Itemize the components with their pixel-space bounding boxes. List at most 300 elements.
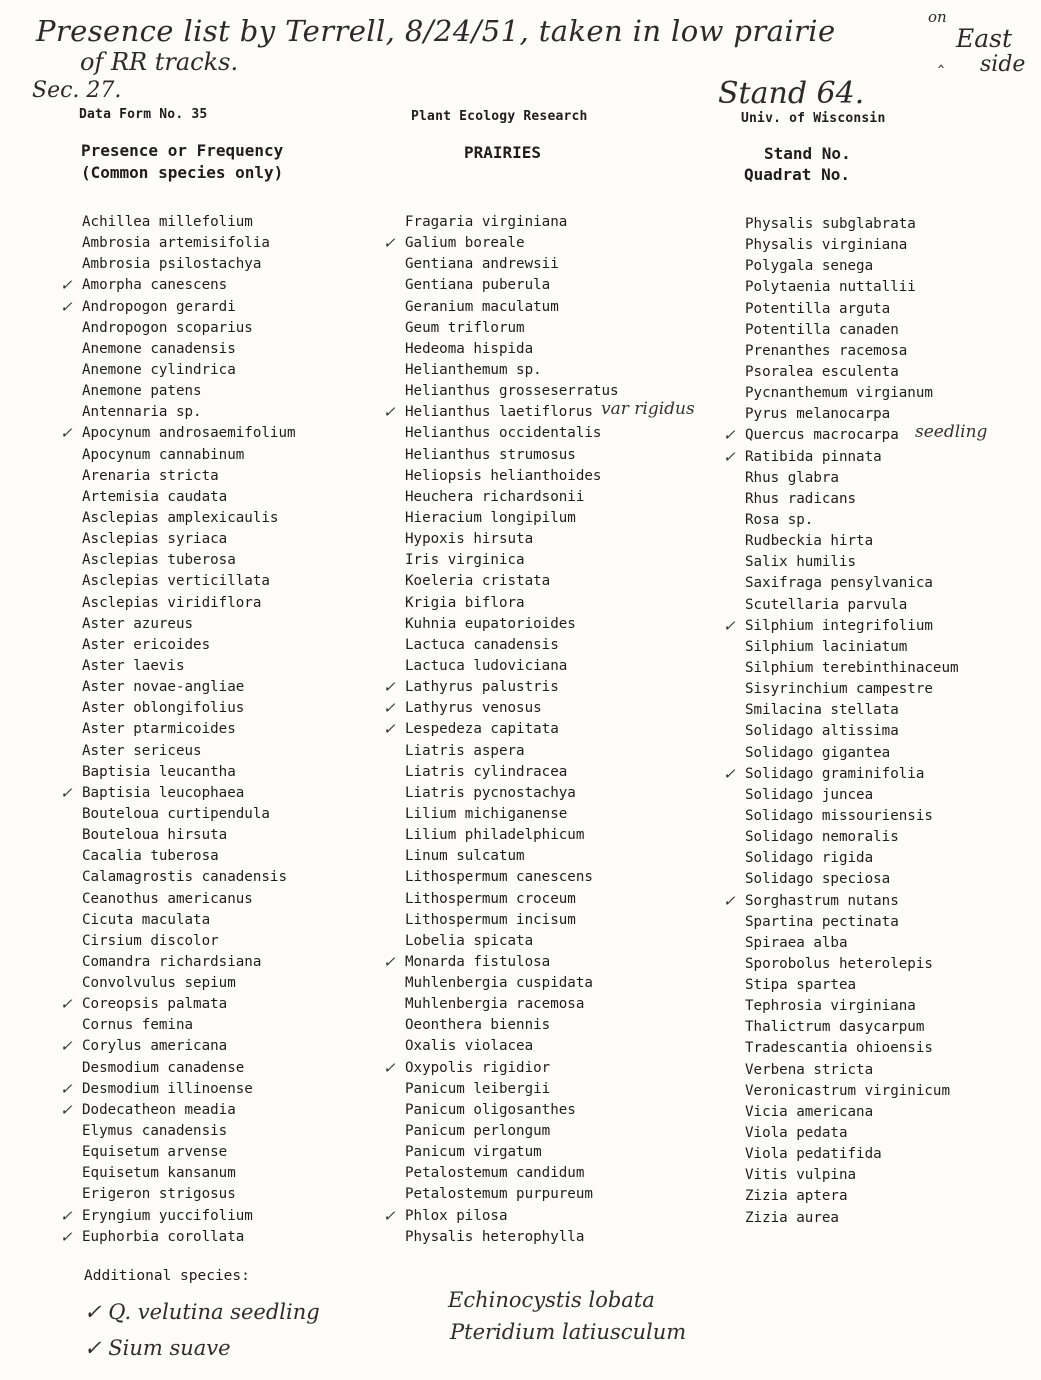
species-name: Eryngium yuccifolium <box>82 1207 253 1224</box>
species-name: Lobelia spicata <box>405 932 534 949</box>
species-name: Ambrosia psilostachya <box>82 256 262 273</box>
species-item <box>405 339 619 360</box>
species-item <box>745 468 959 489</box>
species-column-2 <box>383 212 695 1248</box>
species-item <box>745 848 959 869</box>
species-name: Silphium integrifolium <box>745 617 933 634</box>
species-name: Anemone canadensis <box>82 340 236 357</box>
species-item <box>82 656 296 677</box>
species-name: Lactuca canadensis <box>405 636 559 653</box>
species-item <box>82 698 296 719</box>
species-item <box>405 889 619 910</box>
species-item <box>745 637 959 658</box>
species-name: Solidago rigida <box>745 850 874 867</box>
species-item <box>745 954 959 975</box>
species-item <box>82 1142 296 1163</box>
check-mark-icon: ✓ <box>60 1037 73 1056</box>
handwritten-note: seedling <box>915 422 988 443</box>
species-name: Psoralea esculenta <box>745 363 899 380</box>
species-item <box>383 952 619 973</box>
species-item <box>723 422 988 446</box>
species-name: Baptisia leucophaea <box>82 784 245 801</box>
species-name: Galium boreale <box>405 235 525 252</box>
species-name: Sorghastrum nutans <box>745 892 899 909</box>
check-mark-icon: ✓ <box>723 891 736 910</box>
handwritten-note: var rigidus <box>601 399 695 420</box>
species-name: Aster ericoides <box>82 636 211 653</box>
species-name: Tephrosia virginiana <box>745 998 916 1015</box>
handwritten-section: Sec. 27. <box>32 78 122 103</box>
species-item <box>745 679 959 700</box>
species-name: Physalis heterophylla <box>405 1228 585 1245</box>
species-name: Vicia americana <box>745 1103 874 1120</box>
check-mark-icon: ✓ <box>60 424 73 443</box>
species-name: Aster sericeus <box>82 742 202 759</box>
species-name: Cacalia tuberosa <box>82 848 219 865</box>
species-name: Zizia aptera <box>745 1188 848 1205</box>
species-name: Liatris pycnostachya <box>405 784 576 801</box>
species-name: Aster ptarmicoides <box>82 721 236 738</box>
species-item <box>745 341 959 362</box>
species-item <box>60 994 296 1015</box>
check-mark-icon: ✓ <box>60 1206 73 1225</box>
species-item <box>82 529 296 550</box>
check-mark-icon: ✓ <box>60 297 73 316</box>
species-item <box>82 931 296 952</box>
check-mark-icon: ✓ <box>723 447 736 466</box>
handwritten-header-caret: ‸ <box>938 48 945 69</box>
species-name: Heliopsis helianthoides <box>405 467 602 484</box>
species-item <box>745 869 959 890</box>
species-item <box>745 785 959 806</box>
species-item <box>383 233 619 254</box>
species-name: Andropogon scoparius <box>82 319 253 336</box>
species-name: Desmodium illinoense <box>82 1080 253 1097</box>
additional-species-label: Additional species: <box>84 1268 250 1284</box>
species-item <box>745 1165 959 1186</box>
species-item <box>745 1038 959 1059</box>
species-item <box>745 299 959 320</box>
check-mark-icon: ✓ <box>383 699 396 718</box>
species-item <box>405 1227 619 1248</box>
species-name: Aster laevis <box>82 657 185 674</box>
species-item <box>82 910 296 931</box>
species-item <box>82 550 296 571</box>
species-item <box>405 508 619 529</box>
species-item <box>745 531 959 552</box>
quadrat-number-label: Quadrat No. <box>744 165 850 184</box>
species-name: Bouteloua hirsuta <box>82 827 228 844</box>
handwritten-header-line1: Presence list by Terrell, 8/24/51, taken in low prairie <box>36 14 836 48</box>
species-name: Smilacina stellata <box>745 702 899 719</box>
species-name: Bouteloua curtipendula <box>82 805 270 822</box>
species-name: Solidago speciosa <box>745 871 891 888</box>
species-item <box>745 573 959 594</box>
species-item <box>405 931 619 952</box>
species-item <box>82 466 296 487</box>
stand-number-label: Stand No. <box>764 144 851 163</box>
handwritten-stand: Stand 64. <box>718 76 865 111</box>
species-name: Sporobolus heterolepis <box>745 955 933 972</box>
species-name: Thalictrum dasycarpum <box>745 1019 925 1036</box>
species-item <box>745 1060 959 1081</box>
species-name: Helianthemum sp. <box>405 361 542 378</box>
species-name: Aster azureus <box>82 615 194 632</box>
handwritten-header-east: East <box>956 24 1013 53</box>
species-name: Cicuta maculata <box>82 911 211 928</box>
species-item <box>723 891 959 912</box>
species-name: Stipa spartea <box>745 977 857 994</box>
species-name: Equisetum arvense <box>82 1144 228 1161</box>
species-item <box>405 1015 619 1036</box>
species-item <box>745 1017 959 1038</box>
prairies-title: PRAIRIES <box>464 143 542 162</box>
species-name: Desmodium canadense <box>82 1059 245 1076</box>
form-number: Data Form No. 35 <box>79 107 208 122</box>
species-item <box>405 529 619 550</box>
species-name: Prenanthes racemosa <box>745 342 908 359</box>
species-item <box>745 489 959 510</box>
species-item <box>405 846 619 867</box>
species-item <box>60 1036 296 1057</box>
species-item <box>82 952 296 973</box>
check-mark-icon: ✓ <box>723 426 736 445</box>
species-name: Potentilla canaden <box>745 321 899 338</box>
species-item <box>383 677 619 698</box>
species-item <box>405 656 619 677</box>
species-name: Arenaria stricta <box>82 467 219 484</box>
species-name: Hedeoma hispida <box>405 340 534 357</box>
species-item <box>405 466 619 487</box>
species-name: Geum triflorum <box>405 319 525 336</box>
species-name: Lilium philadelphicum <box>405 827 585 844</box>
species-item <box>82 233 296 254</box>
species-name: Achillea millefolium <box>82 214 253 230</box>
species-item <box>82 762 296 783</box>
species-item <box>405 550 619 571</box>
species-name: Asclepias viridiflora <box>82 594 262 611</box>
species-item <box>82 1058 296 1079</box>
species-name: Euphorbia corollata <box>82 1228 245 1245</box>
species-item <box>745 1186 959 1207</box>
species-name: Lithospermum incisum <box>405 911 576 928</box>
species-name: Silphium terebinthinaceum <box>745 659 959 676</box>
species-name: Lathyrus venosus <box>405 700 542 717</box>
species-name: Physalis virginiana <box>745 237 908 254</box>
handwritten-header-side: side <box>980 52 1026 77</box>
species-name: Asclepias amplexicaulis <box>82 509 279 526</box>
species-name: Monarda fistulosa <box>405 953 551 970</box>
species-name: Hypoxis hirsuta <box>405 531 534 548</box>
species-item <box>82 867 296 888</box>
species-item <box>405 275 619 296</box>
species-name: Gentiana andrewsii <box>405 256 559 273</box>
species-name: Asclepias syriaca <box>82 531 228 548</box>
species-name: Spiraea alba <box>745 934 848 951</box>
species-item <box>405 445 619 466</box>
species-item <box>82 360 296 381</box>
species-item <box>60 1227 296 1248</box>
species-name: Geranium maculatum <box>405 298 559 315</box>
species-name: Viola pedatifida <box>745 1146 882 1163</box>
species-name: Artemisia caudata <box>82 488 228 505</box>
species-item <box>745 975 959 996</box>
species-item <box>82 741 296 762</box>
species-item <box>82 508 296 529</box>
species-name: Verbena stricta <box>745 1061 874 1078</box>
species-item <box>82 846 296 867</box>
species-item <box>405 1079 619 1100</box>
species-item <box>745 1123 959 1144</box>
species-item <box>82 719 296 740</box>
check-mark-icon: ✓ <box>60 783 73 802</box>
species-item <box>82 614 296 635</box>
species-name: Sisyrinchium campestre <box>745 681 933 698</box>
species-column-1 <box>60 212 296 1248</box>
species-item <box>745 933 959 954</box>
species-name: Dodecatheon meadia <box>82 1101 236 1118</box>
species-name: Helianthus laetiflorus <box>405 404 593 421</box>
species-item <box>723 764 959 785</box>
handwritten-header-line2: of RR tracks. <box>80 48 239 76</box>
species-name: Hieracium longipilum <box>405 509 576 526</box>
species-item <box>82 571 296 592</box>
species-item <box>405 762 619 783</box>
species-item <box>82 445 296 466</box>
species-item <box>82 677 296 698</box>
species-item <box>405 318 619 339</box>
presence-subtitle: (Common species only) <box>81 163 284 182</box>
species-name: Convolvulus sepium <box>82 975 236 992</box>
species-item <box>82 1015 296 1036</box>
species-item <box>383 719 619 740</box>
species-name: Silphium laciniatum <box>745 638 908 655</box>
species-item <box>405 297 619 318</box>
species-item <box>82 487 296 508</box>
species-item <box>383 399 695 423</box>
species-item <box>745 1208 959 1229</box>
species-name: Lithospermum croceum <box>405 890 576 907</box>
species-item <box>405 423 619 444</box>
presence-title: Presence or Frequency <box>81 141 284 160</box>
species-name: Apocynum androsaemifolium <box>82 425 296 442</box>
species-name: Erigeron strigosus <box>82 1186 236 1203</box>
species-name: Lathyrus palustris <box>405 679 559 696</box>
species-name: Panicum perlongum <box>405 1123 551 1140</box>
species-name: Andropogon gerardi <box>82 298 236 315</box>
species-name: Kuhnia eupatorioides <box>405 615 576 632</box>
species-name: Oxypolis rigidior <box>405 1059 551 1076</box>
check-mark-icon: ✓ <box>383 1206 396 1225</box>
species-name: Calamagrostis canadensis <box>82 869 287 886</box>
species-name: Solidago missouriensis <box>745 807 933 824</box>
species-item <box>60 1079 296 1100</box>
species-name: Helianthus grosseserratus <box>405 383 619 400</box>
species-name: Spartina pectinata <box>745 913 899 930</box>
species-item <box>745 256 959 277</box>
species-name: Panicum oligosanthes <box>405 1101 576 1118</box>
species-name: Asclepias verticillata <box>82 573 270 590</box>
check-mark-icon: ✓ <box>383 720 396 739</box>
species-item <box>405 614 619 635</box>
species-name: Rhus glabra <box>745 469 839 486</box>
species-name: Liatris cylindracea <box>405 763 568 780</box>
species-item <box>405 1142 619 1163</box>
species-item <box>82 339 296 360</box>
species-name: Phlox pilosa <box>405 1207 508 1224</box>
species-item <box>745 700 959 721</box>
species-name: Solidago gigantea <box>745 744 891 761</box>
species-item <box>723 616 959 637</box>
species-item <box>745 552 959 573</box>
species-item <box>405 1184 619 1205</box>
species-name: Cornus femina <box>82 1017 194 1034</box>
species-name: Polygala senega <box>745 258 874 275</box>
check-mark-icon: ✓ <box>723 764 736 783</box>
species-item <box>60 275 296 296</box>
species-name: Rudbeckia hirta <box>745 533 874 550</box>
species-name: Scutellaria parvula <box>745 596 908 613</box>
species-name: Baptisia leucantha <box>82 763 236 780</box>
species-item <box>405 1121 619 1142</box>
species-item <box>82 1184 296 1205</box>
check-mark-icon: ✓ <box>383 403 396 422</box>
species-item <box>82 635 296 656</box>
species-name: Apocynum cannabinum <box>82 446 245 463</box>
species-item <box>82 381 296 402</box>
species-item <box>745 743 959 764</box>
species-name: Comandra richardsiana <box>82 953 262 970</box>
species-name: Ceanothus americanus <box>82 890 253 907</box>
check-mark-icon: ✓ <box>60 1100 73 1119</box>
species-item <box>82 212 296 233</box>
species-name: Cirsium discolor <box>82 932 219 949</box>
species-name: Veronicastrum virginicum <box>745 1082 950 1099</box>
species-item <box>405 1036 619 1057</box>
species-item <box>82 825 296 846</box>
species-item <box>745 383 959 404</box>
species-name: Amorpha canescens <box>82 277 228 294</box>
species-item <box>745 1102 959 1123</box>
species-item <box>405 593 619 614</box>
species-item <box>405 1100 619 1121</box>
check-mark-icon: ✓ <box>60 1227 73 1246</box>
species-item <box>745 996 959 1017</box>
species-name: Oxalis violacea <box>405 1038 534 1055</box>
species-name: Lilium michiganense <box>405 805 568 822</box>
species-name: Rosa sp. <box>745 511 814 528</box>
species-item <box>405 212 619 233</box>
species-name: Ratibida pinnata <box>745 448 882 465</box>
species-item <box>405 571 619 592</box>
species-item <box>723 447 959 468</box>
species-item <box>405 254 619 275</box>
species-item <box>82 1163 296 1184</box>
species-name: Lithospermum canescens <box>405 869 593 886</box>
species-name: Fragaria virginiana <box>405 214 568 230</box>
species-item <box>405 973 619 994</box>
species-name: Gentiana puberula <box>405 277 551 294</box>
species-name: Antennaria sp. <box>82 404 202 421</box>
check-mark-icon: ✓ <box>723 616 736 635</box>
species-item <box>745 320 959 341</box>
species-name: Corylus americana <box>82 1038 228 1055</box>
species-name: Quercus macrocarpa <box>745 427 899 444</box>
species-item <box>82 402 296 423</box>
species-item <box>383 698 619 719</box>
species-item <box>405 487 619 508</box>
species-name: Zizia aurea <box>745 1209 839 1226</box>
form-university: Univ. of Wisconsin <box>741 111 886 126</box>
species-name: Iris virginica <box>405 552 525 569</box>
species-name: Muhlenbergia racemosa <box>405 996 585 1013</box>
species-item <box>82 973 296 994</box>
check-mark-icon: ✓ <box>60 995 73 1014</box>
additional-entry-2: ✓ Sium suave <box>84 1336 231 1360</box>
species-name: Linum sulcatum <box>405 848 525 865</box>
species-name: Anemone patens <box>82 383 202 400</box>
species-item <box>405 867 619 888</box>
species-item <box>82 254 296 275</box>
species-name: Lespedeza capitata <box>405 721 559 738</box>
species-name: Solidago altissima <box>745 723 899 740</box>
species-name: Polytaenia nuttallii <box>745 279 916 296</box>
species-item <box>405 994 619 1015</box>
species-item <box>745 235 959 256</box>
species-name: Panicum virgatum <box>405 1144 542 1161</box>
species-item <box>745 827 959 848</box>
species-name: Physalis subglabrata <box>745 216 916 232</box>
species-name: Liatris aspera <box>405 742 525 759</box>
check-mark-icon: ✓ <box>60 276 73 295</box>
species-item <box>60 1100 296 1121</box>
species-item <box>60 297 296 318</box>
species-item <box>82 593 296 614</box>
species-name: Anemone cylindrica <box>82 361 236 378</box>
species-name: Vitis vulpina <box>745 1167 857 1184</box>
species-item <box>745 595 959 616</box>
species-item <box>405 804 619 825</box>
species-name: Krigia biflora <box>405 594 525 611</box>
species-item <box>745 721 959 742</box>
species-item <box>745 1144 959 1165</box>
species-name: Lactuca ludoviciana <box>405 657 568 674</box>
species-name: Heuchera richardsonii <box>405 488 585 505</box>
species-name: Ambrosia artemisifolia <box>82 235 270 252</box>
species-name: Elymus canadensis <box>82 1123 228 1140</box>
check-mark-icon: ✓ <box>383 678 396 697</box>
check-mark-icon: ✓ <box>383 1058 396 1077</box>
species-item <box>60 783 296 804</box>
species-name: Asclepias tuberosa <box>82 552 236 569</box>
additional-entry-3: Echinocystis lobata <box>448 1288 655 1312</box>
species-name: Pycnanthemum virgianum <box>745 385 933 402</box>
species-item <box>82 1121 296 1142</box>
species-name: Rhus radicans <box>745 490 857 507</box>
species-name: Oeonthera biennis <box>405 1017 551 1034</box>
species-name: Saxifraga pensylvanica <box>745 575 933 592</box>
species-name: Aster novae-angliae <box>82 679 245 696</box>
species-item <box>745 658 959 679</box>
species-name: Solidago nemoralis <box>745 829 899 846</box>
species-item <box>745 510 959 531</box>
species-column-3 <box>723 214 988 1229</box>
species-item <box>745 277 959 298</box>
species-name: Aster oblongifolius <box>82 700 245 717</box>
species-item <box>60 1206 296 1227</box>
species-item <box>82 318 296 339</box>
species-item <box>405 783 619 804</box>
